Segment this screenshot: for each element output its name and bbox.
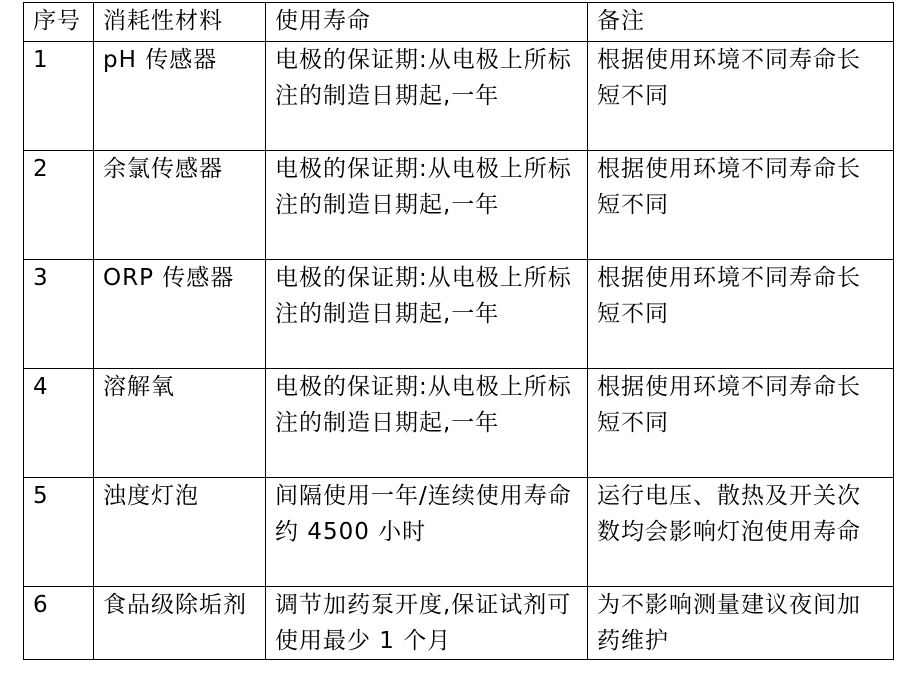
cell-note: 根据使用环境不同寿命长短不同 [588, 369, 894, 478]
table-row [24, 42, 894, 151]
cell-note: 运行电压、散热及开关次数均会影响灯泡使用寿命 [588, 478, 894, 587]
cell-no: 4 [24, 369, 94, 478]
cell-material: 溶解氧 [94, 369, 266, 478]
cell-no: 1 [24, 42, 94, 151]
cell-note: 根据使用环境不同寿命长短不同 [588, 151, 894, 260]
header-material: 消耗性材料 [94, 3, 266, 42]
cell-note: 根据使用环境不同寿命长短不同 [588, 42, 894, 151]
header-no: 序号 [24, 3, 94, 42]
cell-no: 2 [24, 151, 94, 260]
cell-life: 电极的保证期:从电极上所标注的制造日期起,一年 [266, 151, 588, 260]
table-row [24, 478, 894, 587]
cell-no: 3 [24, 260, 94, 369]
cell-life: 间隔使用一年/连续使用寿命约 4500 小时 [266, 478, 588, 587]
header-life: 使用寿命 [266, 3, 588, 42]
cell-material: ORP 传感器 [94, 260, 266, 369]
cell-life: 调节加药泵开度,保证试剂可使用最少 1 个月 [266, 587, 588, 660]
header-note: 备注 [588, 3, 894, 42]
cell-material: 食品级除垢剂 [94, 587, 266, 660]
cell-material: 余氯传感器 [94, 151, 266, 260]
cell-life: 电极的保证期:从电极上所标注的制造日期起,一年 [266, 369, 588, 478]
cell-note: 根据使用环境不同寿命长短不同 [588, 260, 894, 369]
table-row [24, 369, 894, 478]
cell-material: pH 传感器 [94, 42, 266, 151]
cell-note: 为不影响测量建议夜间加药维护 [588, 587, 894, 660]
cell-material: 浊度灯泡 [94, 478, 266, 587]
cell-no: 5 [24, 478, 94, 587]
cell-life: 电极的保证期:从电极上所标注的制造日期起,一年 [266, 260, 588, 369]
table-row [24, 587, 894, 660]
cell-life: 电极的保证期:从电极上所标注的制造日期起,一年 [266, 42, 588, 151]
table-header-row [24, 3, 894, 42]
cell-no: 6 [24, 587, 94, 660]
table-row [24, 151, 894, 260]
consumables-table [23, 2, 894, 660]
table-row [24, 260, 894, 369]
